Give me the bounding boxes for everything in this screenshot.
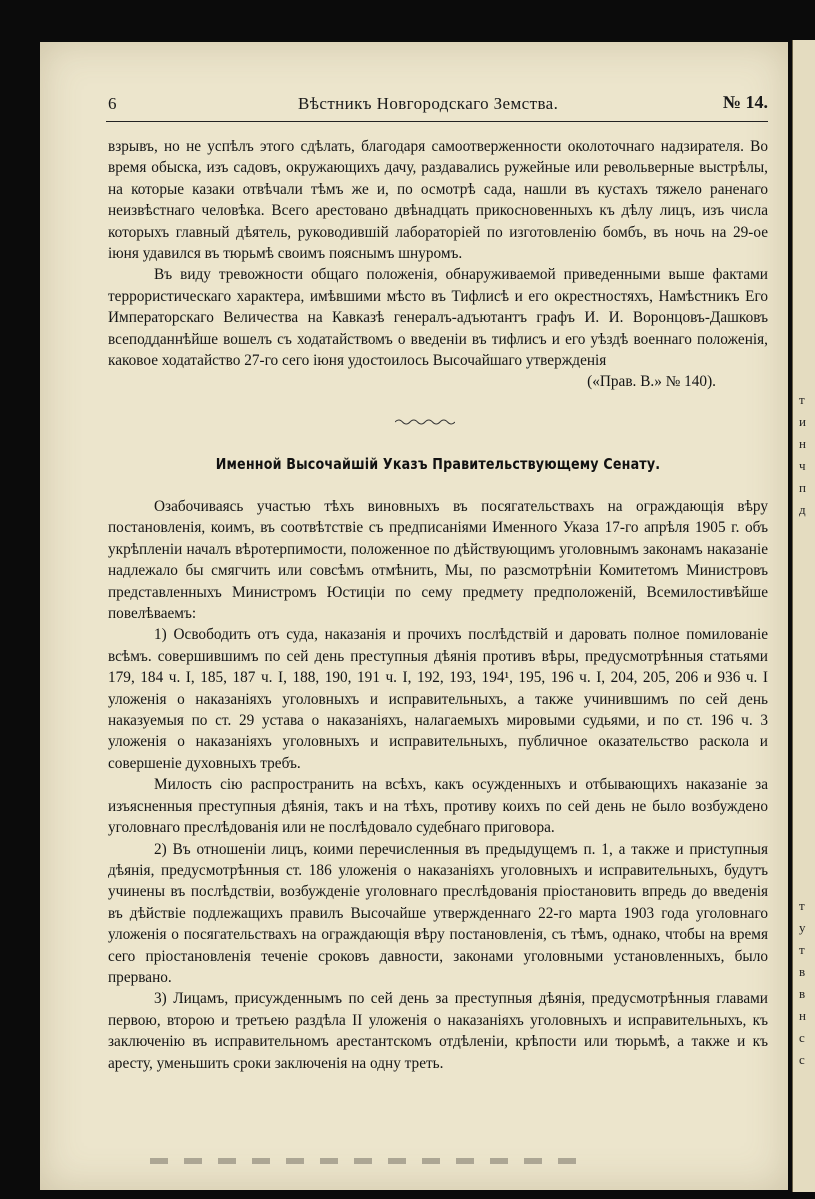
paragraph: 2) Въ отношеніи лицъ, коими перечисленныя въ предыдущемъ п. 1, а также и приступныя дѣянія, предусмотрѣнныя ст. 186 уложенія о наказаніяхъ уголовныхъ и исправительныхъ, будутъ учинены въ послѣдствіи, возбужденіе уголовнаго преслѣдованія пріостановить впредь до введенія въ дѣйствіе подлежащихъ правилъ Высочайше утвержденнаго 22-го марта 1903 года уголовнаго уложенія о посягательствахъ на ограждающія вѣру постановленія, съ тѣмъ, однако, чтобы на время сего пріостановленія теченіе сроковъ давности, законами уголовными установленныхъ, было прервано. [108, 840, 768, 986]
article-continuation [108, 136, 768, 393]
paragraph: Въ виду тревожности общаго положенія, обнаруживаемой приведенными выше фактами террористическаго характера, имѣвшими мѣсто въ Тифлисѣ и его окрестностяхъ, Намѣстникъ Его Императорскаго Величества на Кавказѣ генералъ-адъютантъ графъ И. И. Воронцовъ-Дашковъ всеподданнѣйше вошелъ съ ходатайствомъ о введеніи въ тифлисъ и его уѣздѣ военнаго положенія, каковое ходатайство 27-го сего іюня удостоилось Высочайшаго утвержденія [108, 266, 768, 370]
journal-title: Вѣстникъ Новгородскаго Земства. [298, 94, 559, 113]
paragraph: 3) Лицамъ, присужденнымъ по сей день за преступныя дѣянія, предусмотрѣнныя главами первою, второю и третьею раздѣла II уложенія о наказаніяхъ уголовныхъ и исправительныхъ, къ заключенію въ исправительномъ арестантскомъ отдѣленіи, крѣпости или тюрьмѣ, а также и къ аресту, уменьшить сроки заключенія на одну треть. [108, 990, 768, 1072]
edge-letter: с [799, 1030, 805, 1045]
page-number: 6 [108, 94, 117, 113]
edge-letter: ч [799, 458, 806, 473]
bleed-through-marks [150, 1158, 590, 1164]
decree-body [108, 496, 768, 1074]
edge-letter: т [799, 942, 805, 957]
running-header [100, 92, 768, 118]
paragraph: Озабочиваясь участью тѣхъ виновныхъ въ посягательствахъ на ограждающія вѣру постановленія, коимъ, въ соотвѣтствіе съ предписаніями Именного Указа 17-го апрѣля 1905 г. объ укрѣпленіи началъ вѣротерпимости, положенное по дѣйствующимъ уголовнымъ законамъ наказаніе надлежало бы смягчить или совсѣмъ отмѣнить, Мы, по разсмотрѣніи Комитетомъ Министровъ представленныхъ Министромъ Юстиціи по сему предмету предположеній, Всемилостивѣйше повелѣваемъ: [108, 498, 768, 623]
edge-letter: и [799, 414, 806, 429]
decree-heading: Именной Высочайшій Указъ Правительствующему Сенату. [215, 455, 661, 473]
edge-letter: т [799, 898, 805, 913]
edge-letter: у [799, 920, 806, 935]
paragraph: взрывъ, но не успѣлъ этого сдѣлать, благодаря самоотверженности околоточнаго надзирателя. Во время обыска, изъ садовъ, окружающихъ дачу, раздавались ружейные или револьверные выстрѣлы, на которые казаки отвѣчали тѣмъ же и, по осмотрѣ сада, нашли въ кустахъ тяжело раненаго неизвѣстнаго человѣка. Всего арестовано двѣнадцать прикосновенныхъ къ дѣлу лицъ, изъ числа которыхъ главный дѣятель, руководившій лабораторіей по изготовленію бомбъ, въ ночь на 29-ое іюня удавился въ тюрьмѣ своимъ пояснымъ шнуромъ. [108, 138, 768, 263]
edge-letter: т [799, 392, 805, 407]
paragraph: Милость сію распространить на всѣхъ, какъ осужденныхъ и отбывающихъ наказаніе за изъясненныя преступныя дѣянія, такъ и на тѣхъ, противу коихъ по сей день не было возбуждено уголовнаго преслѣдованія или не послѣдовало судебнаго приговора. [108, 776, 768, 837]
edge-letter: д [799, 502, 806, 517]
source-citation: («Прав. В.» № 140). [587, 373, 716, 391]
header-rule [106, 121, 768, 122]
ornament-divider [395, 418, 455, 426]
edge-letter: п [799, 480, 806, 495]
adjacent-page-edge [792, 40, 815, 1192]
edge-letter: с [799, 1052, 805, 1067]
edge-letter: в [799, 964, 806, 979]
paragraph: 1) Освободить отъ суда, наказанія и прочихъ послѣдствій и даровать полное помилованіе всѣмъ. совершившимъ по сей день преступныя дѣянія противъ вѣры, предусмотрѣнныя статьями 179, 184 ч. I, 185, 187 ч. I, 188, 190, 191 ч. I, 192, 193, 194¹, 195, 196 ч. I, 204, 205, 206 и 936 ч. I уложенія о наказаніяхъ уголовныхъ и исправительныхъ, а также учинившимъ по сей день наказуемыя по ст. 29 устава о наказаніяхъ, налагаемыхъ мировыми судьями, и по ст. 196 ч. 3 уложенія о наказаніяхъ уголовныхъ и исправительныхъ, публичное оказательство раскола и совершеніе духовныхъ требъ. [108, 626, 768, 772]
edge-letter: н [799, 1008, 806, 1023]
edge-letter: н [799, 436, 806, 451]
edge-letter: в [799, 986, 806, 1001]
issue-number: № 14. [722, 92, 768, 112]
